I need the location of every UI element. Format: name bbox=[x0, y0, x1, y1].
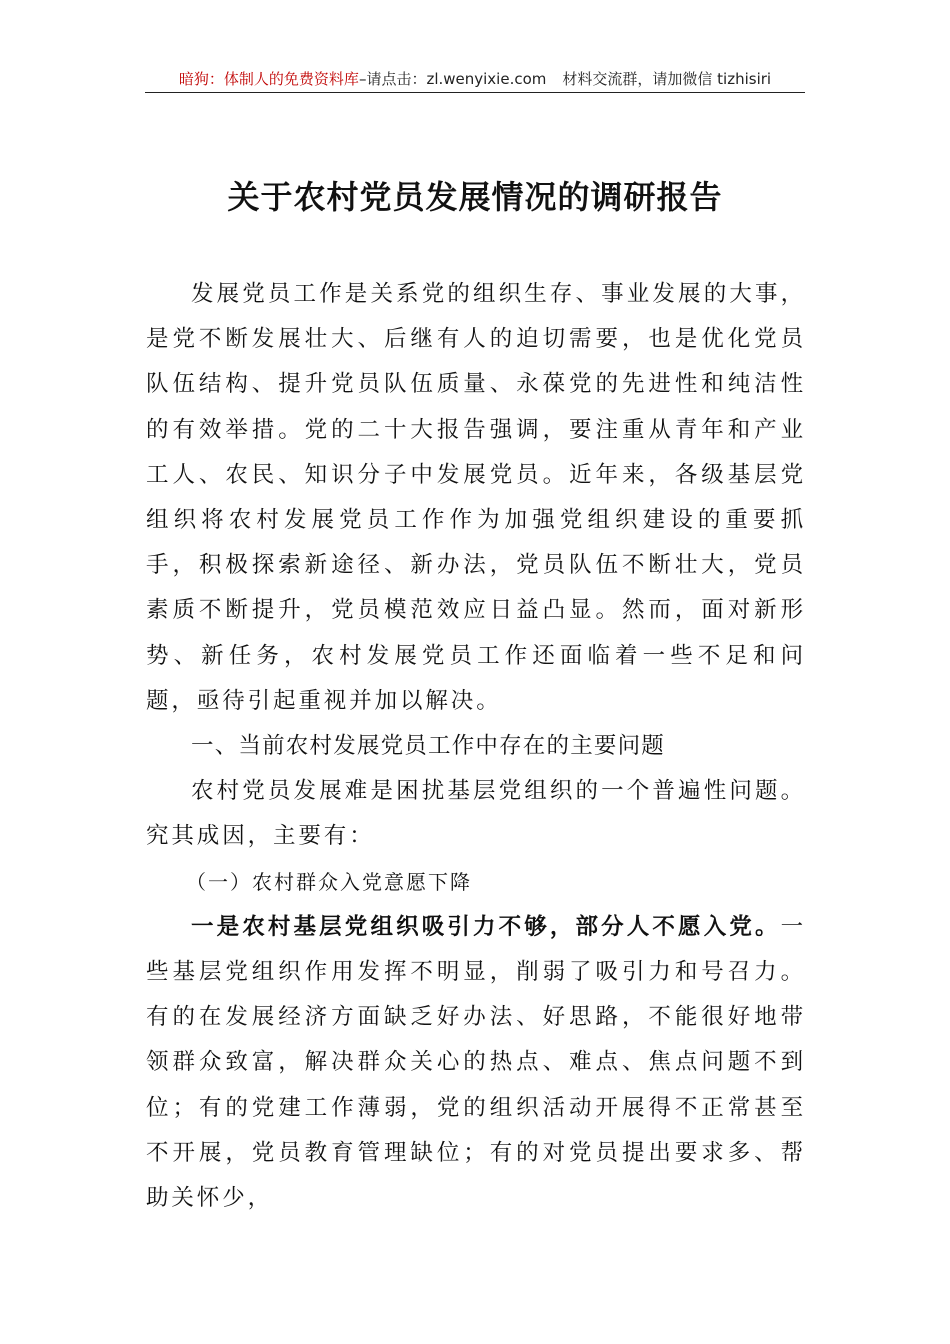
point-body-text: 一些基层党组织作用发挥不明显，削弱了吸引力和号召力。有的在发展经济方面缺乏好办法、好思路，不能很好地带领群众致富，解决群众关心的热点、难点、焦点问题不到位；有的党建工作薄弱，党的组织活动开展得不正常甚至不开展，党员教育管理缺位；有的对党员提出要求多、帮助关怀少， bbox=[146, 913, 806, 1212]
section-intro-paragraph: 农村党员发展难是困扰基层党组织的一个普遍性问题。究其成因，主要有： bbox=[146, 778, 806, 850]
point-lead-sentence: 一是农村基层党组织吸引力不够，部分人不愿入党。 bbox=[191, 913, 781, 940]
header-click-prompt: –请点击： bbox=[358, 70, 427, 88]
document-body bbox=[146, 272, 806, 1221]
header-group-note: 材料交流群，请加微信 tizhisiri bbox=[562, 70, 772, 88]
intro-paragraph: 发展党员工作是关系党的组织生存、事业发展的大事，是党不断发展壮大、后继有人的迫切需要，也是优化党员队伍结构、提升党员队伍质量、永葆党的先进性和纯洁性的有效举措。党的二十大报告强调，要注重从青年和产业工人、农民、知识分子中发展党员。近年来，各级基层党组织将农村发展党员工作作为加强党组织建设的重要抓手，积极探索新途径、新办法，党员队伍不断壮大，党员素质不断提升，党员模范效应日益凸显。然而，面对新形势、新任务，农村发展党员工作还面临着一些不足和问题，亟待引起重视并加以解决。 bbox=[146, 281, 806, 714]
document-title: 关于农村党员发展情况的调研报告 bbox=[227, 178, 723, 216]
subsection-heading: （一）农村群众入党意愿下降 bbox=[186, 869, 472, 894]
page-header bbox=[145, 66, 805, 93]
header-site-link[interactable]: zl.wenyixie.com bbox=[426, 70, 547, 88]
point-paragraph bbox=[146, 905, 806, 1221]
header-site-name: 暗狗：体制人的免费资料库 bbox=[178, 70, 359, 88]
section-heading: 一、当前农村发展党员工作中存在的主要问题 bbox=[191, 733, 666, 760]
